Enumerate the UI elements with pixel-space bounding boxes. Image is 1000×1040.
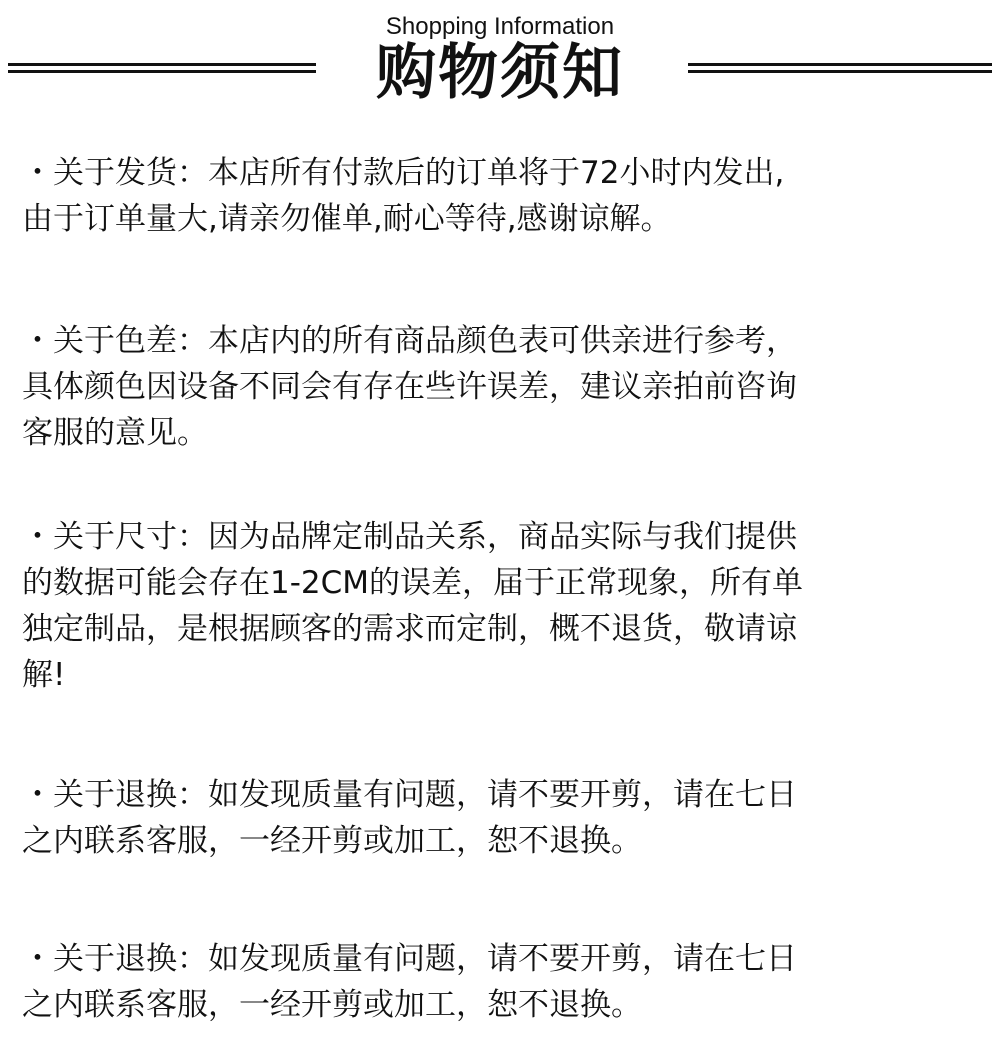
notice-line: 客服的意见。	[22, 415, 208, 451]
notice-line: ・关于色差：本店内的所有商品颜色表可供亲进行参考，	[22, 323, 797, 359]
notice-line: 的数据可能会存在1-2CM的误差，届于正常现象，所有单	[22, 565, 804, 601]
notice-line: 具体颜色因设备不同会有存在些许误差，建议亲拍前咨询	[22, 369, 797, 405]
notice-size	[22, 514, 982, 698]
notice-line: ・关于退换：如发现质量有问题，请不要开剪，请在七日	[22, 777, 797, 813]
notice-returns-repeat	[22, 936, 982, 1028]
notice-color-difference	[22, 318, 982, 456]
notice-shipping	[22, 150, 982, 242]
notice-line: 之内联系客服，一经开剪或加工，恕不退换。	[22, 987, 642, 1023]
notice-line: 解!	[22, 657, 66, 693]
page-subtitle: Shopping Information	[385, 13, 615, 40]
page-title: 购物须知	[376, 38, 624, 108]
notice-line: ・关于退换：如发现质量有问题，请不要开剪，请在七日	[22, 941, 797, 977]
notice-returns	[22, 772, 982, 864]
notice-line: 由于订单量大,请亲勿催单,耐心等待,感谢谅解。	[22, 201, 672, 237]
notice-line: 之内联系客服，一经开剪或加工，恕不退换。	[22, 823, 642, 859]
notice-line: 独定制品，是根据顾客的需求而定制，概不退货，敬请谅	[22, 611, 797, 647]
notice-line: ・关于尺寸：因为品牌定制品关系，商品实际与我们提供	[22, 519, 797, 555]
notice-line: ・关于发货：本店所有付款后的订单将于72小时内发出,	[22, 155, 785, 191]
title-divider-right	[688, 63, 992, 73]
page-header	[0, 0, 1000, 120]
